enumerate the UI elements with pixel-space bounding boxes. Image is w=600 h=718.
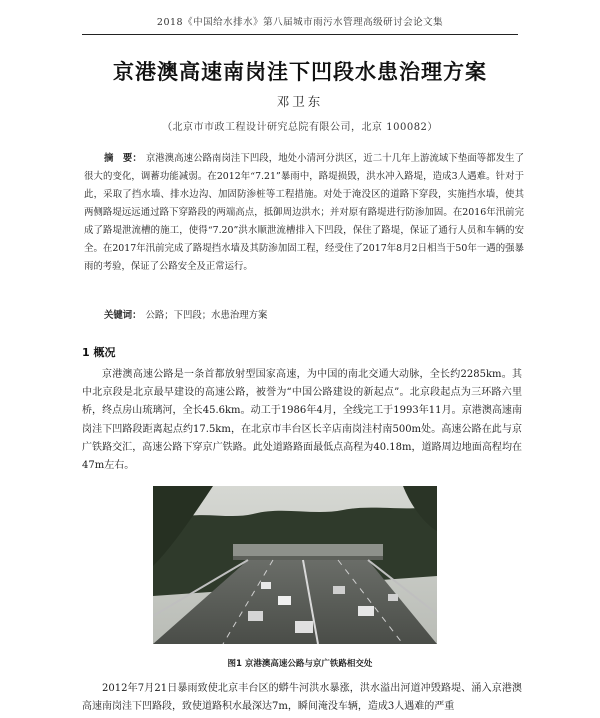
abstract-label: 摘 要：: [104, 153, 142, 164]
continued-paragraph: 2012年7月21日暴雨致使北京丰台区的蟒牛河洪水暴涨，洪水溢出河道冲毁路堤、涌入京港澳高速南岗洼下凹路段，致使道路积水最深达7m，瞬间淹没车辆，造成3人遇难的严重: [82, 683, 522, 713]
overview-paragraph: 京港澳高速公路是一条首都放射型国家高速，为中国的南北交通大动脉，全长约2285km。其中北京段是北京最早建设的高速公路，被誉为“中国公路建设的新起点”。北京段起点为三环路六里桥，终点房山琉璃河，全长45.6km。动工于1986年4月，全线完工于1993年11月。京港澳高速南岗洼下凹路段距离起点约17.5km，在北京市丰台区长辛店南岗洼村南500m处。高速公路在此与京广铁路交汇，高速公路下穿京广铁路。此处道路路面最低点高程为40.18m，道路周边地面高程均在47m左右。: [82, 369, 522, 472]
highway-photo-illustration: [153, 486, 437, 644]
abstract-text: 京港澳高速公路南岗洼下凹段，地处小清河分洪区，近二十几年上游流域下垫面等都发生了很大的变化，调蓄功能减弱。在2012年“7.21”暴雨中，路堤损毁，洪水冲入路堤，造成3人遇难。针对于此，采取了挡水墙、排水边沟、加固防渗桩等工程措施。对处于淹没区的道路下穿段，实施挡水墙，使其两侧路堤远远通过路下穿路段的两端高点，抵御周边洪水；并对原有路堤进行防渗加固。在2016年汛前完成了路堤泄流槽的施工，使得“7.20”洪水顺泄流槽排入下凹段，保住了路堤，保证了通行人员和车辆的安全。在2017年汛前完成了路堤挡水墙及其防渗加固工程，经受住了2017年8月2日相当于50年一遇的强暴雨的考验，保证了公路安全及正常运行。: [84, 153, 524, 272]
car: [358, 606, 374, 616]
railway-bridge: [233, 544, 383, 556]
car: [295, 621, 313, 633]
figure-highway-railway-photo: [153, 486, 437, 644]
author-name: 邓卫东: [276, 94, 324, 109]
car: [248, 611, 263, 621]
car: [261, 582, 271, 589]
car: [333, 586, 345, 594]
header-rule: [82, 34, 518, 35]
keywords-text: 公路；下凹段；水患治理方案: [145, 310, 268, 321]
car: [278, 596, 291, 605]
author-affiliation: （北京市市政工程设计研究总院有限公司，北京 100082）: [162, 122, 438, 133]
bridge-shadow: [233, 556, 383, 560]
section-overview-body: [82, 366, 522, 475]
section-overview-continued: [82, 680, 522, 716]
section-heading-overview: 1 概况: [82, 346, 116, 359]
figure-caption: 图1 京港澳高速公路与京广铁路相交处: [227, 659, 373, 669]
paper-title: 京港澳高速南岗洼下凹段水患治理方案: [113, 60, 487, 84]
running-header: 2018《中国给水排水》第八届城市雨污水管理高级研讨会论文集: [156, 17, 444, 28]
abstract: [84, 150, 524, 276]
keywords: [104, 307, 524, 321]
car: [388, 594, 398, 601]
keywords-label: 关键词：: [104, 310, 142, 321]
